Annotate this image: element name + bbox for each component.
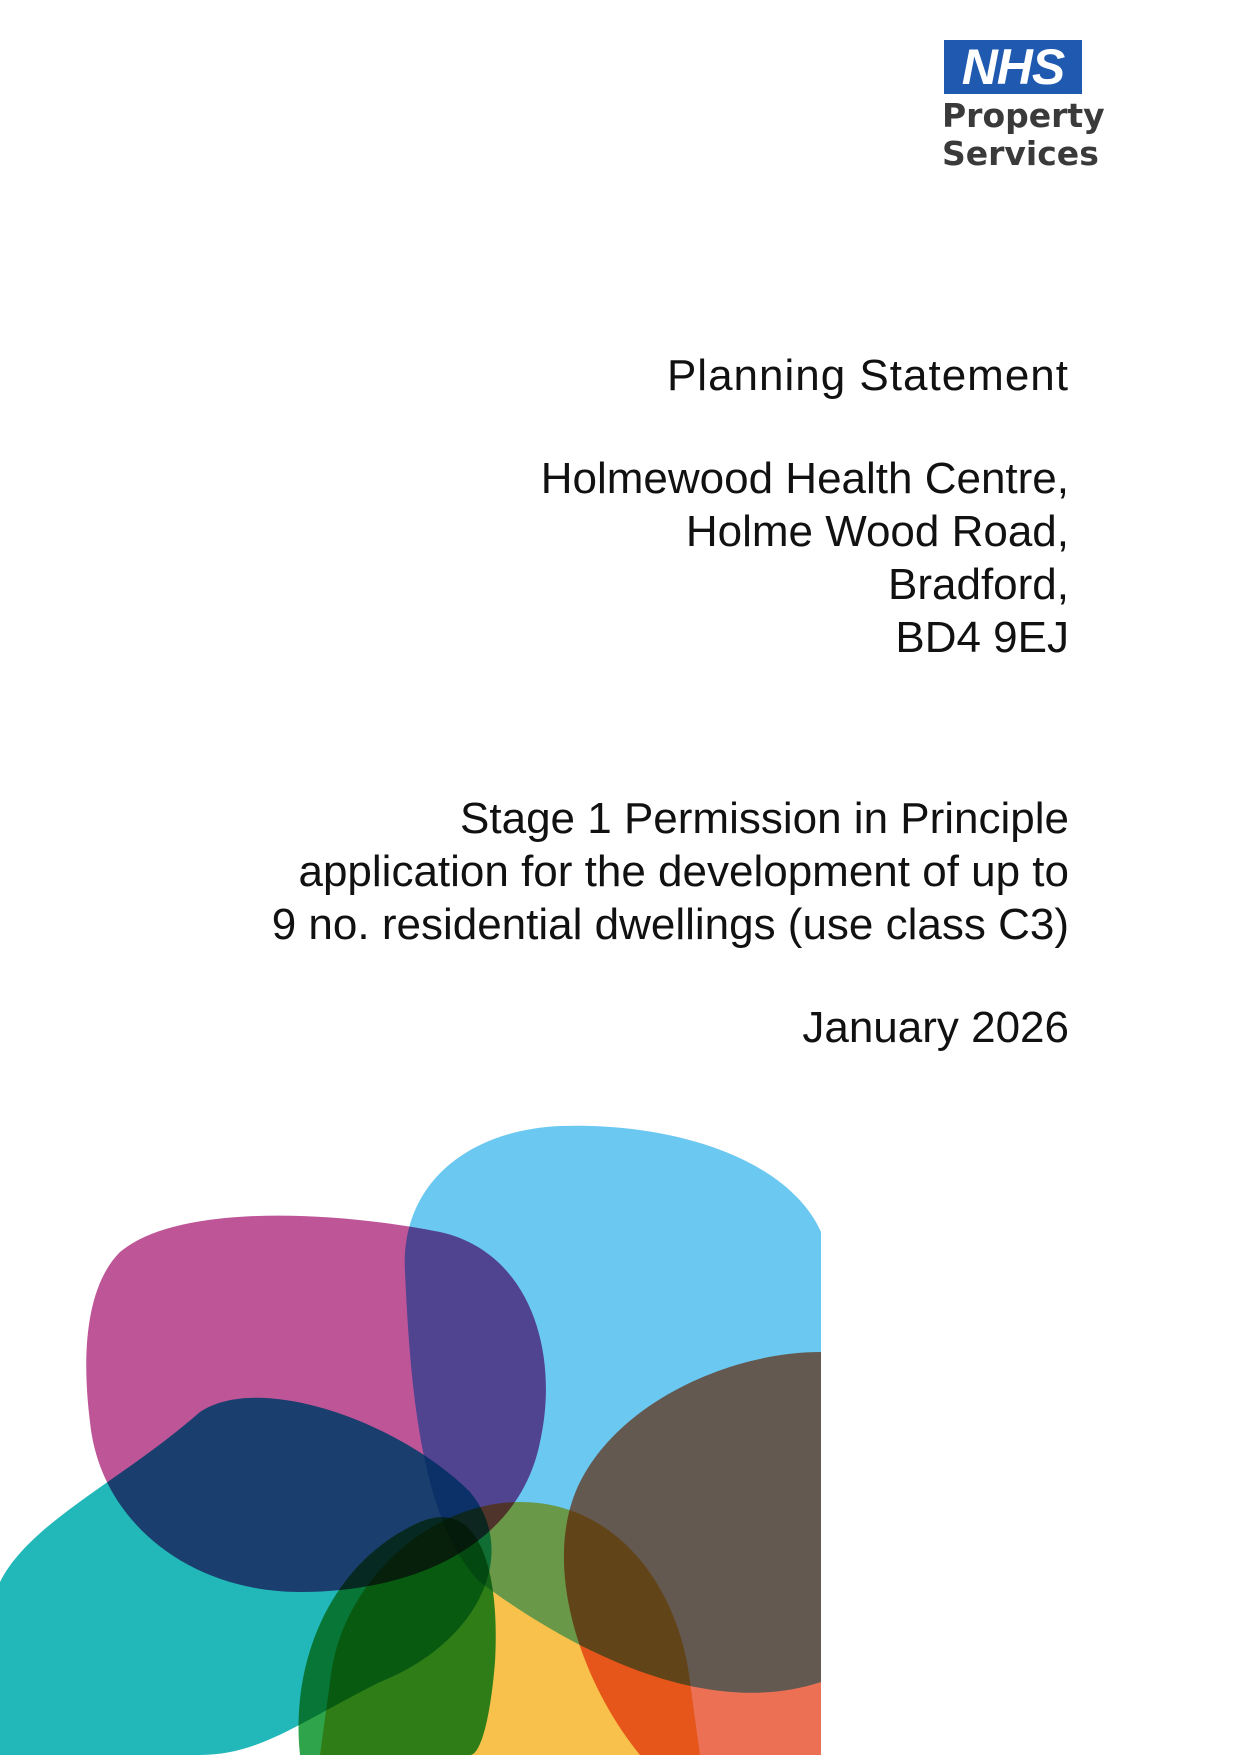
document-date: January 2026 — [802, 1003, 1069, 1052]
address-line: BD4 9EJ — [895, 613, 1069, 662]
overlapping-color-blobs-icon — [0, 1122, 821, 1755]
address-line: Holme Wood Road, — [685, 507, 1069, 556]
application-description — [169, 792, 1069, 951]
document-title: Planning Statement — [666, 351, 1069, 400]
site-address — [169, 452, 1069, 664]
address-line: Bradford, — [888, 560, 1069, 609]
decorative-blob-graphic — [0, 1122, 821, 1755]
description-line: application for the development of up to — [298, 847, 1069, 896]
logo-line-services: Services — [942, 134, 1099, 173]
logo-line-property: Property — [942, 96, 1105, 135]
address-line: Holmewood Health Centre, — [540, 454, 1069, 503]
description-line: Stage 1 Permission in Principle — [460, 794, 1069, 843]
nhs-property-services-logo — [942, 39, 1105, 173]
description-line: 9 no. residential dwellings (use class C3) — [271, 900, 1069, 949]
nhs-logo-box: NHS — [944, 40, 1082, 94]
cover-title-block — [169, 350, 1069, 1098]
